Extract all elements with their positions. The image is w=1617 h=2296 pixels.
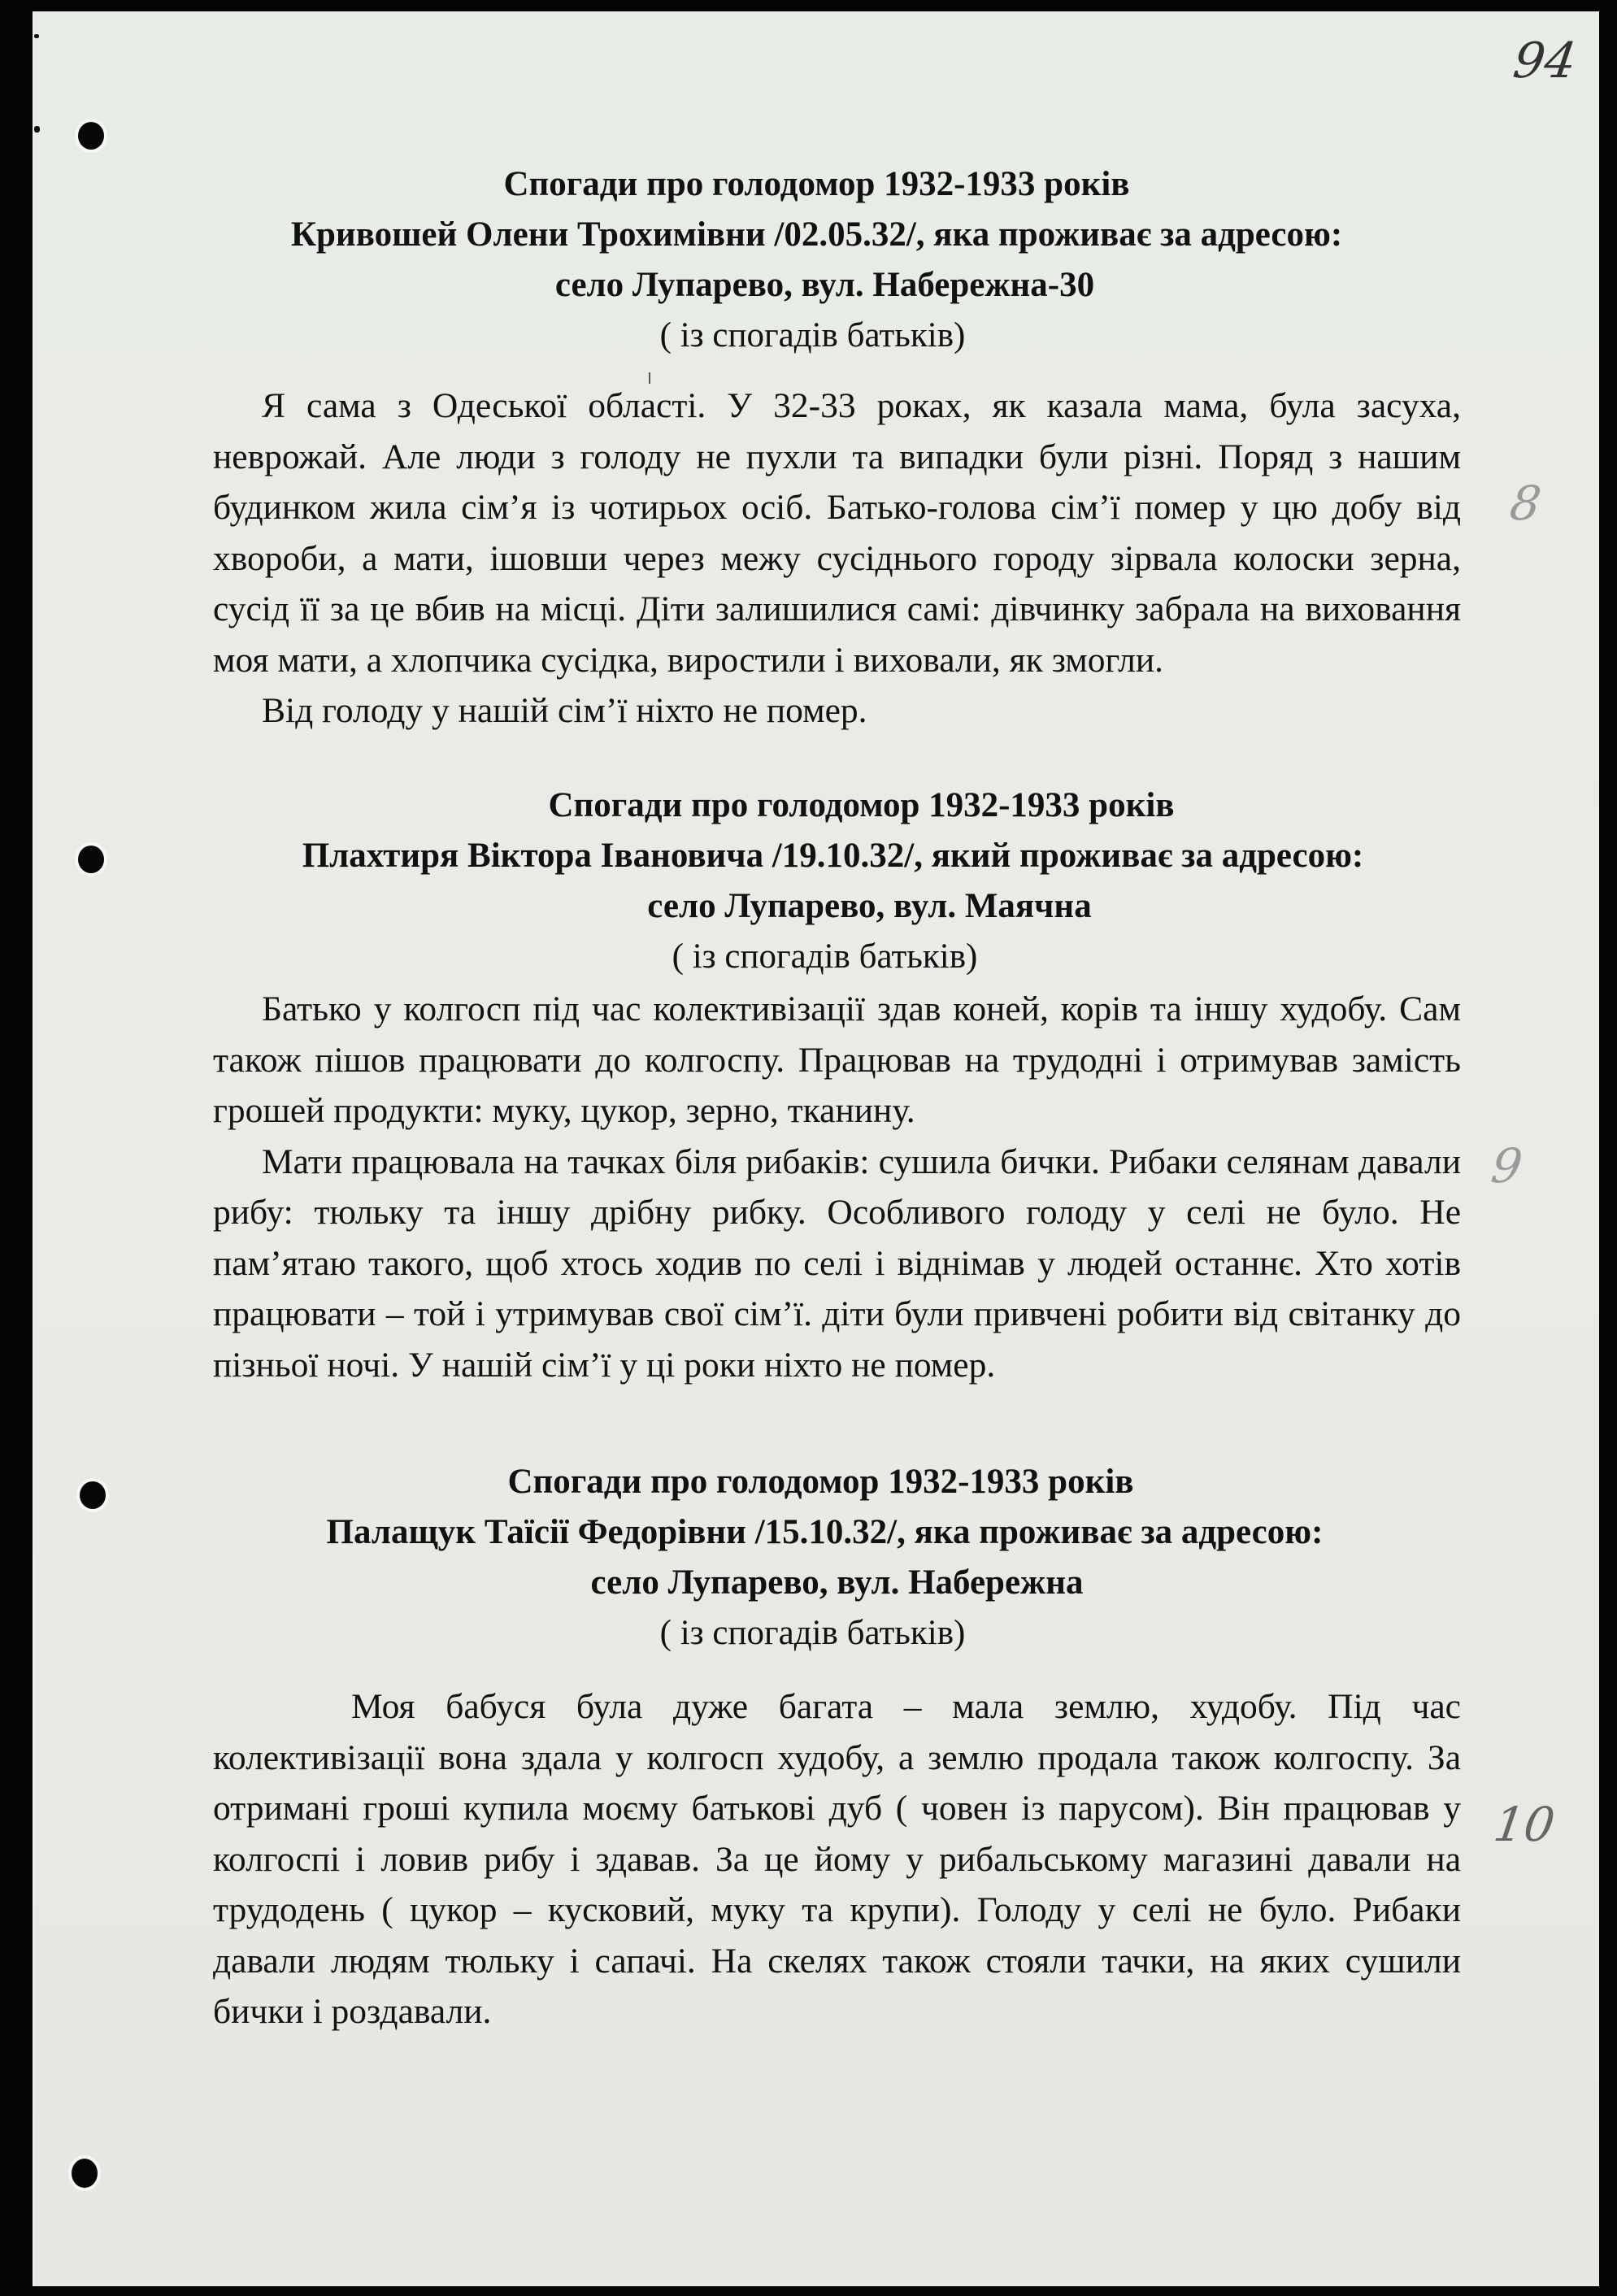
address-line: село Лупарево, вул. Набережна-30 xyxy=(554,266,1095,304)
paragraph: Від голоду у нашій сім’ї ніхто не помер. xyxy=(262,691,867,730)
address-line: село Лупарево, вул. Набережна xyxy=(590,1563,1084,1602)
paragraph: Я сама з Одеської області. У 32-33 роках, як казала мама, була засуха, неврожай. Але люди з голоду не пухли та випадки були різні. Поряд з нашим будинком жила сім’я із чотирьох осіб. Батько-голова сім’ї помер у цю добу від хвороби, а мати, ішовши через межу сусіднього городу зірвала колоски зерна, сусід її за це вбив на місці. Діти залишилися самі: дівчинку забрала на виховання моя мати, а хлопчика сусідка, виростили і виховали, як змогли. xyxy=(213,386,1461,680)
paragraph: Батько у колгосп під час колективізації здав коней, корів та іншу худобу. Сам також пішов працювати до колгоспу. Працював на трудодні і отримував замість грошей продукти: муку, цукор, зерно, тканину. xyxy=(213,989,1461,1130)
source-note: ( із спогадів батьків) xyxy=(659,1614,966,1652)
margin-mark: 10 xyxy=(1490,1797,1558,1852)
source-note: ( із спогадів батьків) xyxy=(659,316,966,354)
section-body xyxy=(213,1681,1461,2037)
address-line: село Лупарево, вул. Маячна xyxy=(647,887,1092,925)
person-line: Плахтиря Віктора Івановича /19.10.32/, який проживає за адресою: xyxy=(302,837,1364,875)
section-title: Спогади про голодомор 1932-1933 років xyxy=(507,1463,1134,1501)
paragraph: Мати працювала на тачках біля рибаків: сушила бички. Рибаки селянам давали рибу: тюльку та іншу дрібну рибку. Особливого голоду у селі не було. Не пам’ятаю такого, щоб хтось ходив по селі і віднімав у людей останнє. Хто хотів працювати – той і утримував свої сім’ї. діти були привчені робити від світанку до пізньої ночі. У нашій сім’ї у ці роки ніхто не помер. xyxy=(213,1141,1461,1385)
section-heading xyxy=(0,1457,1617,1659)
section-heading xyxy=(0,159,1617,361)
section-title: Спогади про голодомор 1932-1933 років xyxy=(503,165,1130,203)
section-body xyxy=(213,984,1461,1390)
folio-number: 94 xyxy=(1510,33,1580,89)
person-line: Кривошей Олени Трохимівни /02.05.32/, яка проживає за адресою: xyxy=(290,215,1343,254)
speck-mark xyxy=(34,126,40,133)
source-note: ( із спогадів батьків) xyxy=(672,937,978,976)
margin-mark: 8 xyxy=(1506,476,1545,531)
person-line: Палащук Таїсії Федорівни /15.10.32/, яка проживає за адресою: xyxy=(326,1513,1324,1551)
punch-hole xyxy=(78,122,104,150)
section-body xyxy=(213,380,1461,737)
punch-hole xyxy=(72,2159,98,2188)
speck-mark xyxy=(34,34,39,38)
section-title: Спогади про голодомор 1932-1933 років xyxy=(548,786,1175,824)
margin-mark: 9 xyxy=(1488,1138,1526,1194)
section-heading xyxy=(0,781,1617,982)
paragraph: Моя бабуся була дуже багата – мала землю, худобу. Під час колективізації вона здала у колгосп худобу, а землю продала також колгоспу. За отримані гроші купила моєму батькові дуб ( човен із парусом). Він працював у колгоспі і ловив рибу і здавав. За це йому у рибальському магазині давали на трудодень ( цукор – кусковий, муку та крупи). Голоду у селі не було. Рибаки давали людям тюльку і сапачі. На скелях також стояли тачки, на яких сушили бички і роздавали. xyxy=(213,1687,1461,2031)
